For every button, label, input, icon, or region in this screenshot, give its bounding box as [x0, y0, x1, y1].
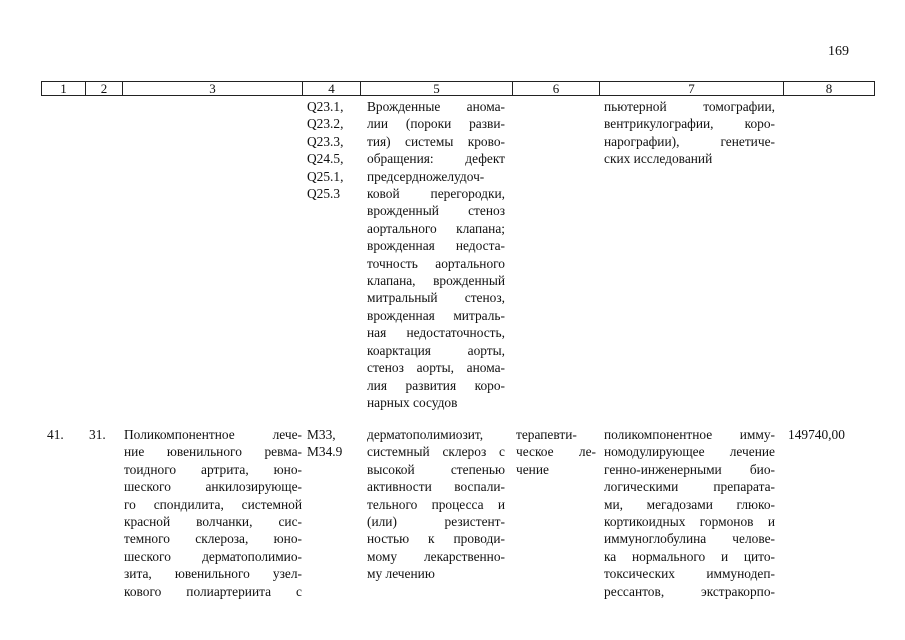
- text-line: врожденная недоста-: [367, 238, 505, 254]
- text-line: пьютерной томографии,: [604, 99, 775, 114]
- text-line: системный склероз с: [367, 444, 505, 460]
- page-number: 169: [828, 44, 849, 59]
- text-line: высокой степенью: [367, 461, 505, 477]
- continuation-treatment-method: [604, 98, 775, 168]
- text-line: лия развития коро-: [367, 377, 505, 393]
- text-line: ми, мегадозами глюко-: [604, 496, 775, 512]
- text-line: клапана, врожденный: [367, 273, 505, 289]
- mkb-code: Q23.2,: [307, 116, 344, 132]
- mkb-code: Q24.5,: [307, 151, 344, 167]
- text-line: митральный стеноз,: [367, 290, 505, 306]
- text-line: ковой перегородки,: [367, 186, 505, 202]
- text-line: го спондилита, системной: [124, 496, 302, 512]
- header-cell: 4: [302, 82, 360, 95]
- text-line: ка нормального и цито-: [604, 548, 775, 564]
- continuation-codes: [307, 98, 362, 202]
- text-line: ческое ле-: [516, 444, 596, 460]
- header-cell: 5: [360, 82, 512, 95]
- text-line: чение: [516, 461, 549, 477]
- mkb-code: Q25.1,: [307, 168, 344, 184]
- text-line: лии (пороки разви-: [367, 116, 505, 132]
- row41-codes: [307, 426, 362, 461]
- text-line: предсердножелудоч-: [367, 168, 485, 184]
- header-cell: 2: [85, 82, 122, 95]
- text-line: активности воспали-: [367, 479, 505, 495]
- text-line: тия) системы крово-: [367, 133, 505, 149]
- text-line: Поликомпонентное лече-: [124, 427, 302, 442]
- text-line: дерматополимиозит,: [367, 427, 484, 442]
- text-line: рессантов, экстракорпо-: [604, 583, 775, 599]
- text-line: нарографии), генетиче-: [604, 133, 775, 149]
- text-line: врожденная митраль-: [367, 307, 505, 323]
- text-line: токсических иммунодеп-: [604, 566, 775, 582]
- price-value: 149740,00: [788, 427, 845, 442]
- mkb-code: M34.9: [307, 444, 343, 460]
- text-line: му лечению: [367, 566, 435, 582]
- text-line: иммуноглобулина челове-: [604, 531, 775, 547]
- mkb-code: M33,: [307, 427, 336, 442]
- text-line: поликомпонентное имму-: [604, 427, 775, 442]
- text-line: терапевти-: [516, 427, 577, 442]
- mkb-code: Q23.3,: [307, 133, 344, 149]
- text-line: аортального клапана;: [367, 220, 505, 236]
- text-line: (или) резистент-: [367, 514, 505, 530]
- row41-patient-model: [367, 426, 505, 583]
- text-line: зита, ювенильного узел-: [124, 566, 302, 582]
- text-line: красной волчанки, сис-: [124, 514, 302, 530]
- text-line: стеноз аорты, анома-: [367, 360, 505, 376]
- mkb-code: Q25.3: [307, 186, 341, 202]
- table-header-row: [41, 81, 875, 96]
- header-cell: 8: [783, 82, 874, 95]
- text-line: тоидного артрита, юно-: [124, 461, 302, 477]
- text-line: нарных сосудов: [367, 394, 458, 410]
- header-cell: 3: [122, 82, 302, 95]
- text-line: логическими препарата-: [604, 479, 775, 495]
- text-line: генно-инженерными био-: [604, 461, 775, 477]
- text-line: ная недостаточность,: [367, 325, 505, 341]
- text-line: шеского дерматополимио-: [124, 548, 302, 564]
- continuation-patient-model: [367, 98, 505, 411]
- text-line: мому лекарственно-: [367, 548, 505, 564]
- text-line: обращения: дефект: [367, 151, 505, 167]
- text-line: вентрикулографии, коро-: [604, 116, 775, 132]
- group-number: 31.: [89, 427, 106, 442]
- row41-treatment-type: [516, 426, 596, 478]
- text-line: ние ювенильного ревма-: [124, 444, 302, 460]
- text-line: ностью к проводи-: [367, 531, 505, 547]
- text-line: темного склероза, юно-: [124, 531, 302, 547]
- row-number: 41.: [47, 427, 64, 442]
- text-line: тельного процесса и: [367, 496, 505, 512]
- text-line: номодулирующее лечение: [604, 444, 775, 460]
- text-line: врожденный стеноз: [367, 203, 505, 219]
- header-cell: 6: [512, 82, 599, 95]
- text-line: кового полиартериита с: [124, 583, 302, 599]
- text-line: шеского анкилозирующе-: [124, 479, 302, 495]
- header-cell: 1: [60, 81, 67, 96]
- header-cell: 7: [599, 82, 783, 95]
- text-line: коарктация аорты,: [367, 342, 505, 358]
- mkb-code: Q23.1,: [307, 99, 344, 114]
- profile-description: [124, 426, 302, 600]
- text-line: точность аортального: [367, 255, 505, 271]
- text-line: кортикоидных гормонов и: [604, 514, 775, 530]
- row41-treatment-method: [604, 426, 775, 600]
- text-line: ских исследований: [604, 151, 713, 167]
- text-line: Врожденные анома-: [367, 99, 505, 114]
